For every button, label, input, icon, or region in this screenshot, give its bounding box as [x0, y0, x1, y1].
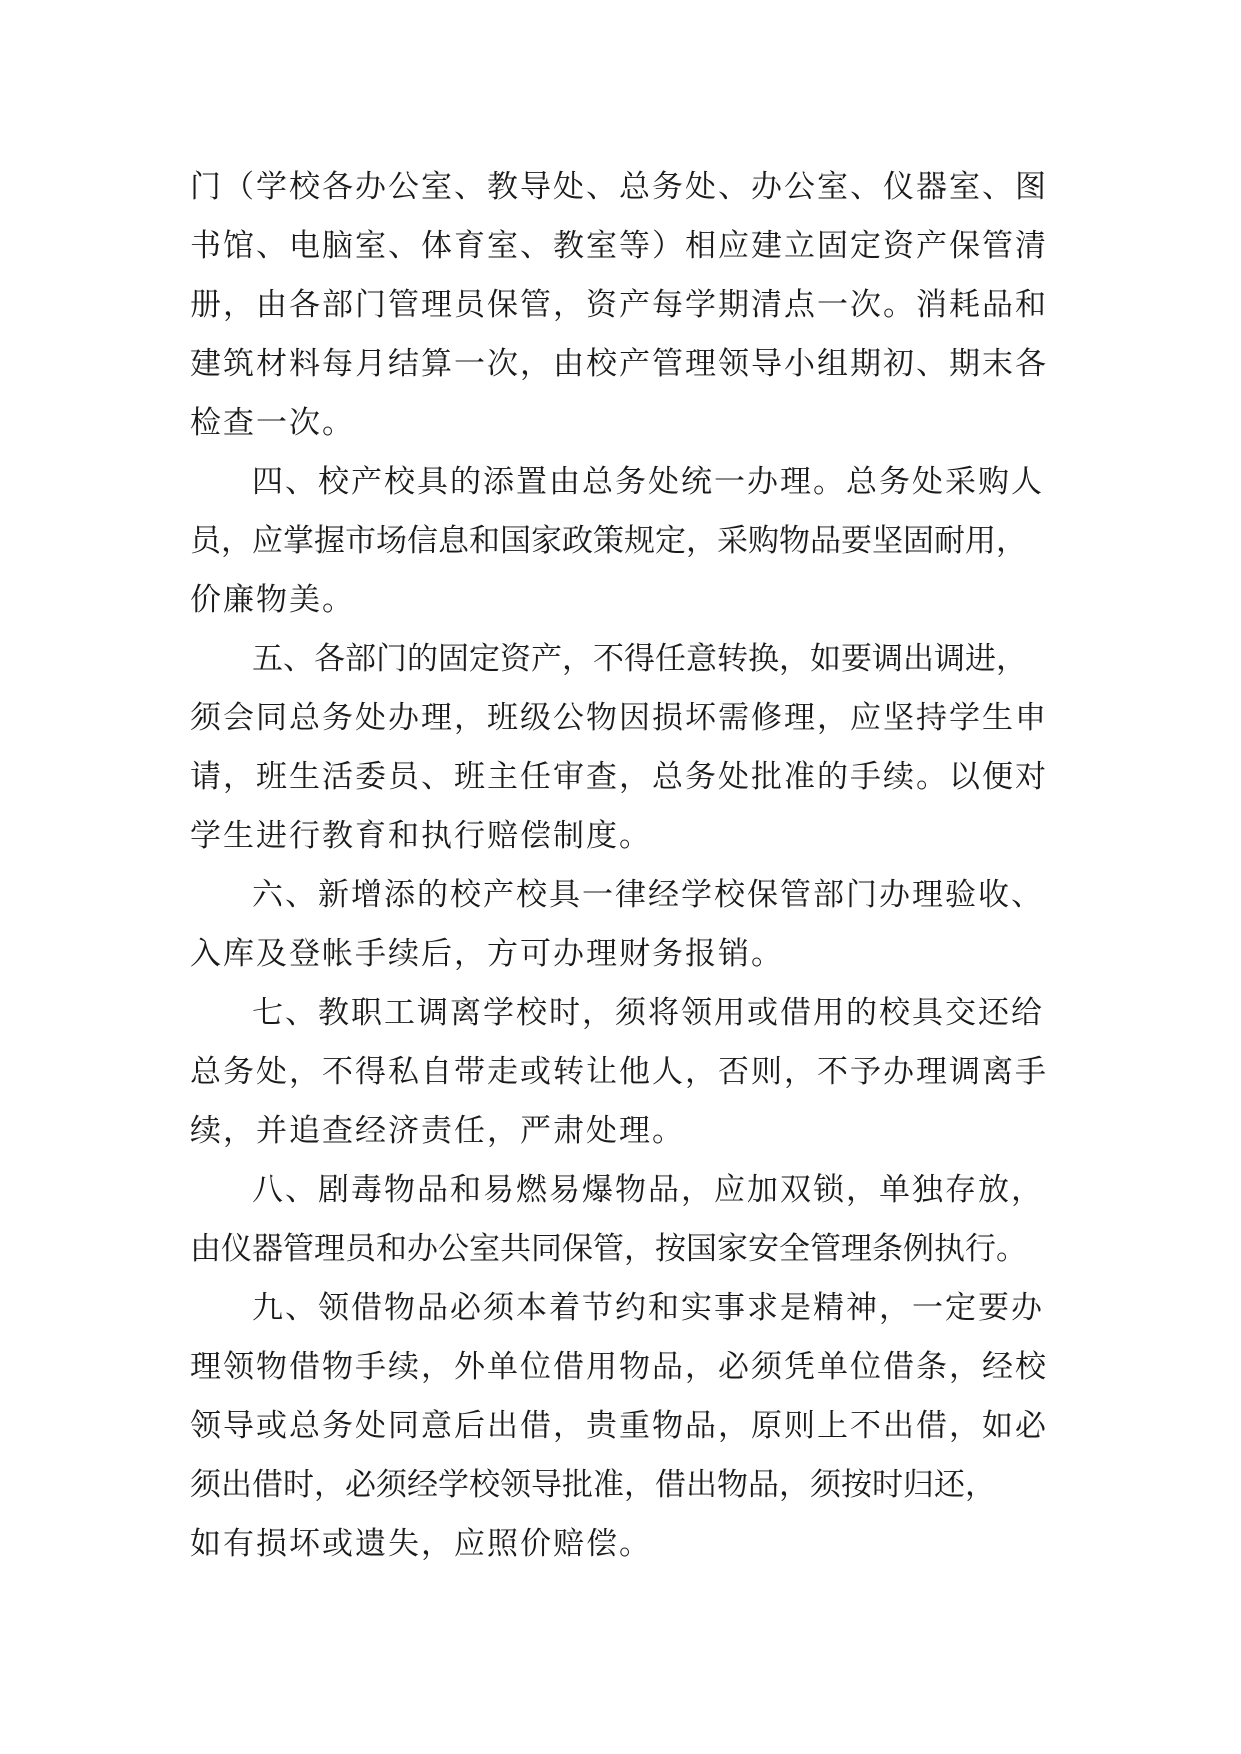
text-line: 价廉物美。 [190, 582, 355, 618]
text-line: 如有损坏或遗失，应照价赔偿。 [190, 1526, 652, 1562]
text-line: 领导或总务处同意后出借，贵重物品，原则上不出借，如必 [190, 1408, 1048, 1444]
paragraph-7-first-line: 七、教职工调离学校时，须将领用或借用的校具交还给 [252, 995, 1044, 1031]
text-line: 须会同总务处办理，班级公物因损坏需修理，应坚持学生申 [190, 700, 1048, 736]
text-line: 请，班生活委员、班主任审查，总务处批准的手续。以便对 [190, 759, 1048, 795]
paragraph-6-first-line: 六、新增添的校产校具一律经学校保管部门办理验收、 [252, 877, 1044, 913]
paragraph-9-first-line: 九、领借物品必须本着节约和实事求是精神，一定要办 [252, 1290, 1044, 1326]
text-line: 总务处，不得私自带走或转让他人，否则，不予办理调离手 [190, 1054, 1048, 1090]
text-line: 门（学校各办公室、教导处、总务处、办公室、仪器室、图 [190, 169, 1048, 205]
text-line: 入库及登帐手续后，方可办理财务报销。 [190, 936, 784, 972]
document-body [190, 158, 1050, 1574]
text-line: 学生进行教育和执行赔偿制度。 [190, 818, 652, 854]
text-line: 理领物借物手续，外单位借用物品，必须凭单位借条，经校 [190, 1349, 1048, 1385]
text-line: 由仪器管理员和办公室共同保管，按国家安全管理条例执行。 [190, 1231, 1027, 1267]
text-line: 续，并追查经济责任，严肃处理。 [190, 1113, 685, 1149]
text-line: 须出借时，必须经学校领导批准，借出物品，须按时归还， [190, 1467, 996, 1503]
paragraph-5-first-line: 五、各部门的固定资产，不得任意转换，如要调出调进， [252, 641, 1027, 677]
text-line: 检查一次。 [190, 405, 355, 441]
text-line: 员，应掌握市场信息和国家政策规定，采购物品要坚固耐用， [190, 523, 1027, 559]
paragraph-8-first-line: 八、剧毒物品和易燃易爆物品，应加双锁，单独存放， [252, 1172, 1044, 1208]
text-line: 书馆、电脑室、体育室、教室等）相应建立固定资产保管清 [190, 228, 1048, 264]
text-line: 册，由各部门管理员保管，资产每学期清点一次。消耗品和 [190, 287, 1048, 323]
paragraph-4-first-line: 四、校产校具的添置由总务处统一办理。总务处采购人 [252, 464, 1044, 500]
text-line: 建筑材料每月结算一次，由校产管理领导小组期初、期末各 [190, 346, 1048, 382]
